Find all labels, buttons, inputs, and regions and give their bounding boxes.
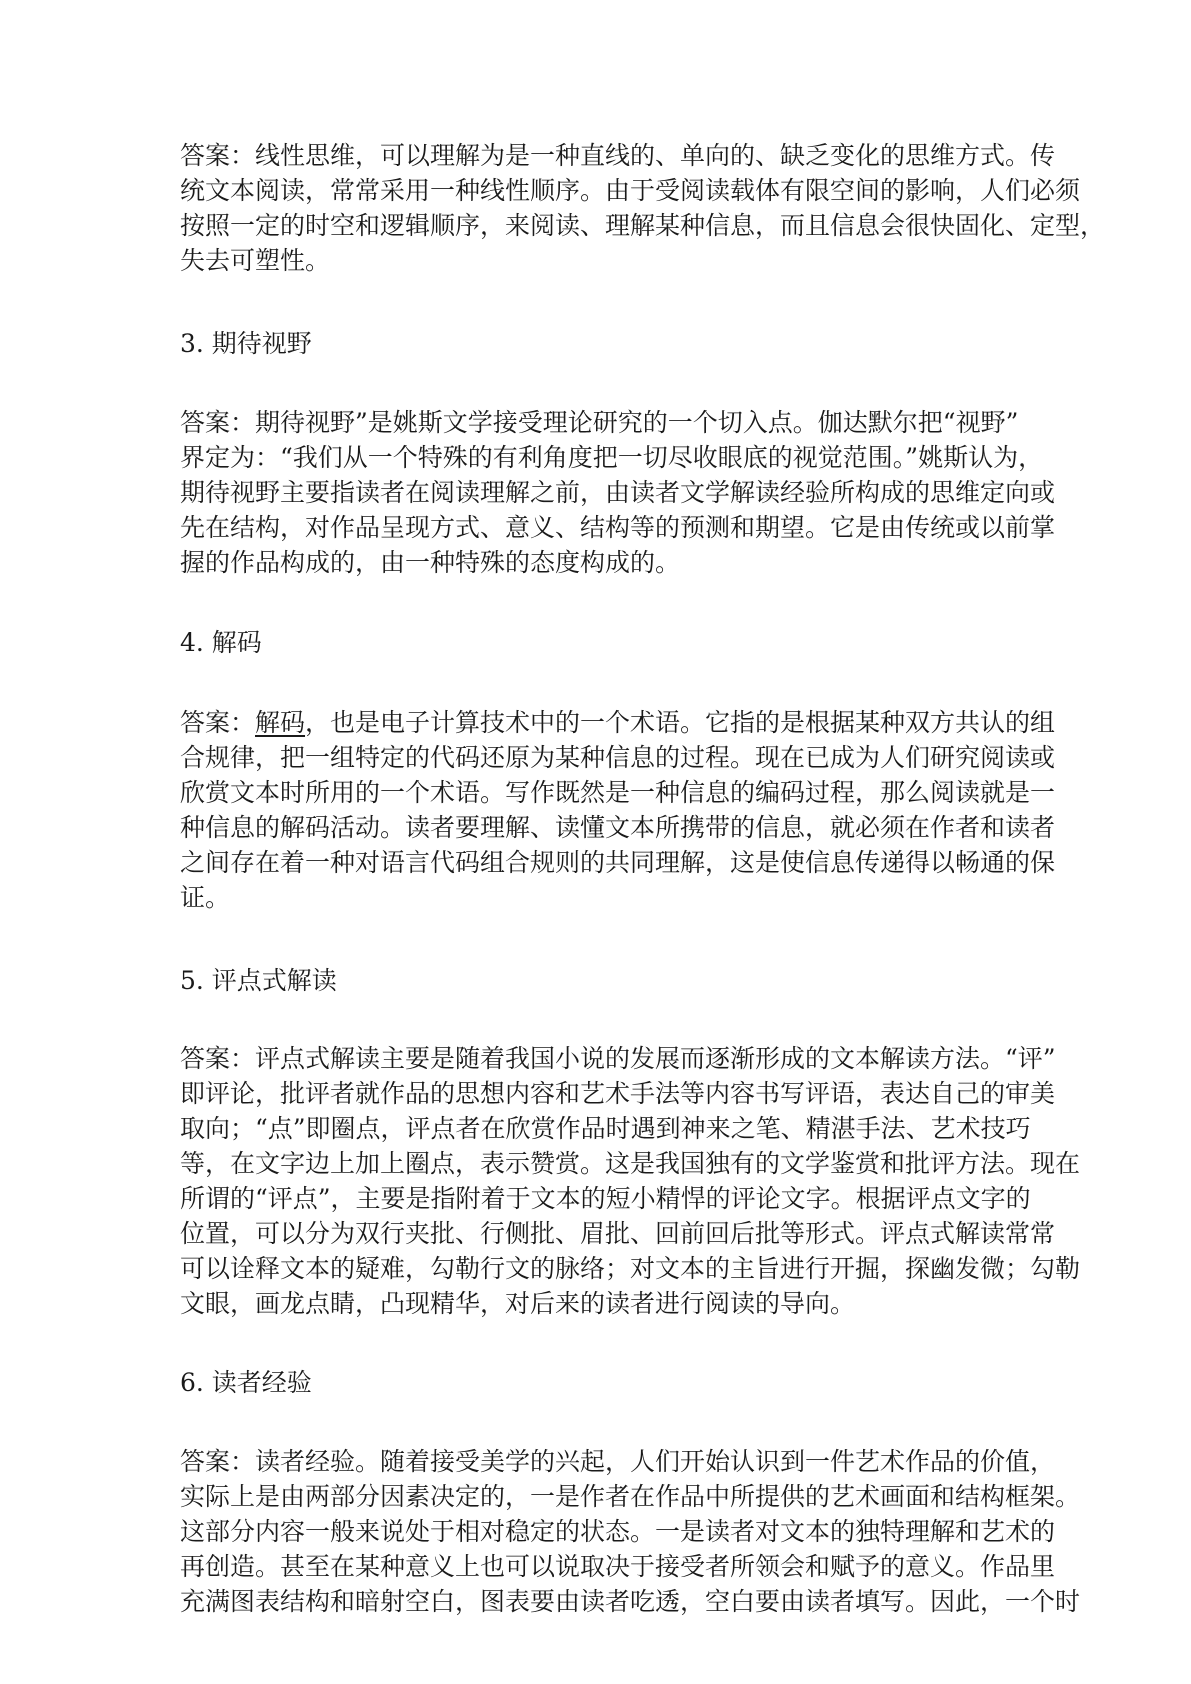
text-line: 种信息的解码活动。读者要理解、读懂文本所携带的信息，就必须在作者和读者	[180, 813, 1056, 842]
text-line: 可以诠释文本的疑难，勾勒行文的脉络；对文本的主旨进行开掘，探幽发微；勾勒	[180, 1254, 1081, 1283]
text-line: 取向；“点”即圈点，评点者在欣赏作品时遇到神来之笔、精湛手法、艺术技巧	[180, 1114, 1031, 1143]
text-line: 等，在文字边上加上圈点，表示赞赏。这是我国独有的文学鉴赏和批评方法。现在	[180, 1149, 1081, 1178]
text-line: 答案：评点式解读主要是随着我国小说的发展而逐渐形成的文本解读方法。“评”	[180, 1044, 1056, 1073]
section-heading-5: 5. 评点式解读	[180, 966, 337, 995]
text-line: 界定为：“我们从一个特殊的有利角度把一切尽收眼底的视觉范围。”姚斯认为，	[180, 443, 1044, 472]
answer-paragraph-2	[180, 138, 1106, 278]
text-line: 先在结构，对作品呈现方式、意义、结构等的预测和期望。它是由传统或以前掌	[180, 513, 1056, 542]
answer-first-line-rest: ，也是电子计算技术中的一个术语。它指的是根据某种双方共认的组	[305, 708, 1056, 737]
text-line: 欣赏文本时所用的一个术语。写作既然是一种信息的编码过程，那么阅读就是一	[180, 778, 1056, 807]
text-line: 按照一定的时空和逻辑顺序，来阅读、理解某种信息，而且信息会很快固化、定型，	[180, 211, 1106, 240]
text-line: 失去可塑性。	[180, 246, 331, 275]
section-heading-3: 3. 期待视野	[180, 329, 312, 358]
answer-paragraph-3	[180, 405, 1056, 580]
text-line: 之间存在着一种对语言代码组合规则的共同理解，这是使信息传递得以畅通的保	[180, 848, 1056, 877]
text-line: 文眼，画龙点睛，凸现精华，对后来的读者进行阅读的导向。	[180, 1289, 856, 1318]
section-heading-6: 6. 读者经验	[180, 1368, 312, 1397]
text-line: 证。	[180, 883, 231, 912]
answer-prefix: 答案：	[180, 708, 256, 737]
text-line: 答案：期待视野”是姚斯文学接受理论研究的一个切入点。伽达默尔把“视野”	[180, 408, 1019, 437]
text-line: 握的作品构成的，由一种特殊的态度构成的。	[180, 548, 681, 577]
text-line: 充满图表结构和暗射空白，图表要由读者吃透，空白要由读者填写。因此，一个时	[180, 1587, 1081, 1616]
text-line: 即评论，批评者就作品的思想内容和艺术手法等内容书写评语，表达自己的审美	[180, 1079, 1056, 1108]
document-page	[180, 138, 1106, 1619]
text-line: 所谓的“评点”，主要是指附着于文本的短小精悍的评论文字。根据评点文字的	[180, 1184, 1031, 1213]
underlined-term: 解码	[255, 708, 306, 737]
answer-paragraph-5	[180, 1041, 1081, 1321]
answer-paragraph-6	[180, 1444, 1081, 1619]
text-line: 这部分内容一般来说处于相对稳定的状态。一是读者对文本的独特理解和艺术的	[180, 1517, 1056, 1546]
text-line: 答案：读者经验。随着接受美学的兴起，人们开始认识到一件艺术作品的价值，	[180, 1447, 1056, 1476]
section-heading-4: 4. 解码	[180, 628, 262, 657]
text-line: 合规律，把一组特定的代码还原为某种信息的过程。现在已成为人们研究阅读或	[180, 743, 1056, 772]
text-line: 再创造。甚至在某种意义上也可以说取决于接受者所领会和赋予的意义。作品里	[180, 1552, 1056, 1581]
answer-paragraph-4	[180, 705, 1056, 915]
text-line: 答案：线性思维，可以理解为是一种直线的、单向的、缺乏变化的思维方式。传	[180, 141, 1056, 170]
text-line	[180, 705, 1056, 740]
text-line: 期待视野主要指读者在阅读理解之前，由读者文学解读经验所构成的思维定向或	[180, 478, 1056, 507]
text-line: 位置，可以分为双行夹批、行侧批、眉批、回前回后批等形式。评点式解读常常	[180, 1219, 1056, 1248]
text-line: 统文本阅读，常常采用一种线性顺序。由于受阅读载体有限空间的影响，人们必须	[180, 176, 1081, 205]
text-line: 实际上是由两部分因素决定的，一是作者在作品中所提供的艺术画面和结构框架。	[180, 1482, 1081, 1511]
